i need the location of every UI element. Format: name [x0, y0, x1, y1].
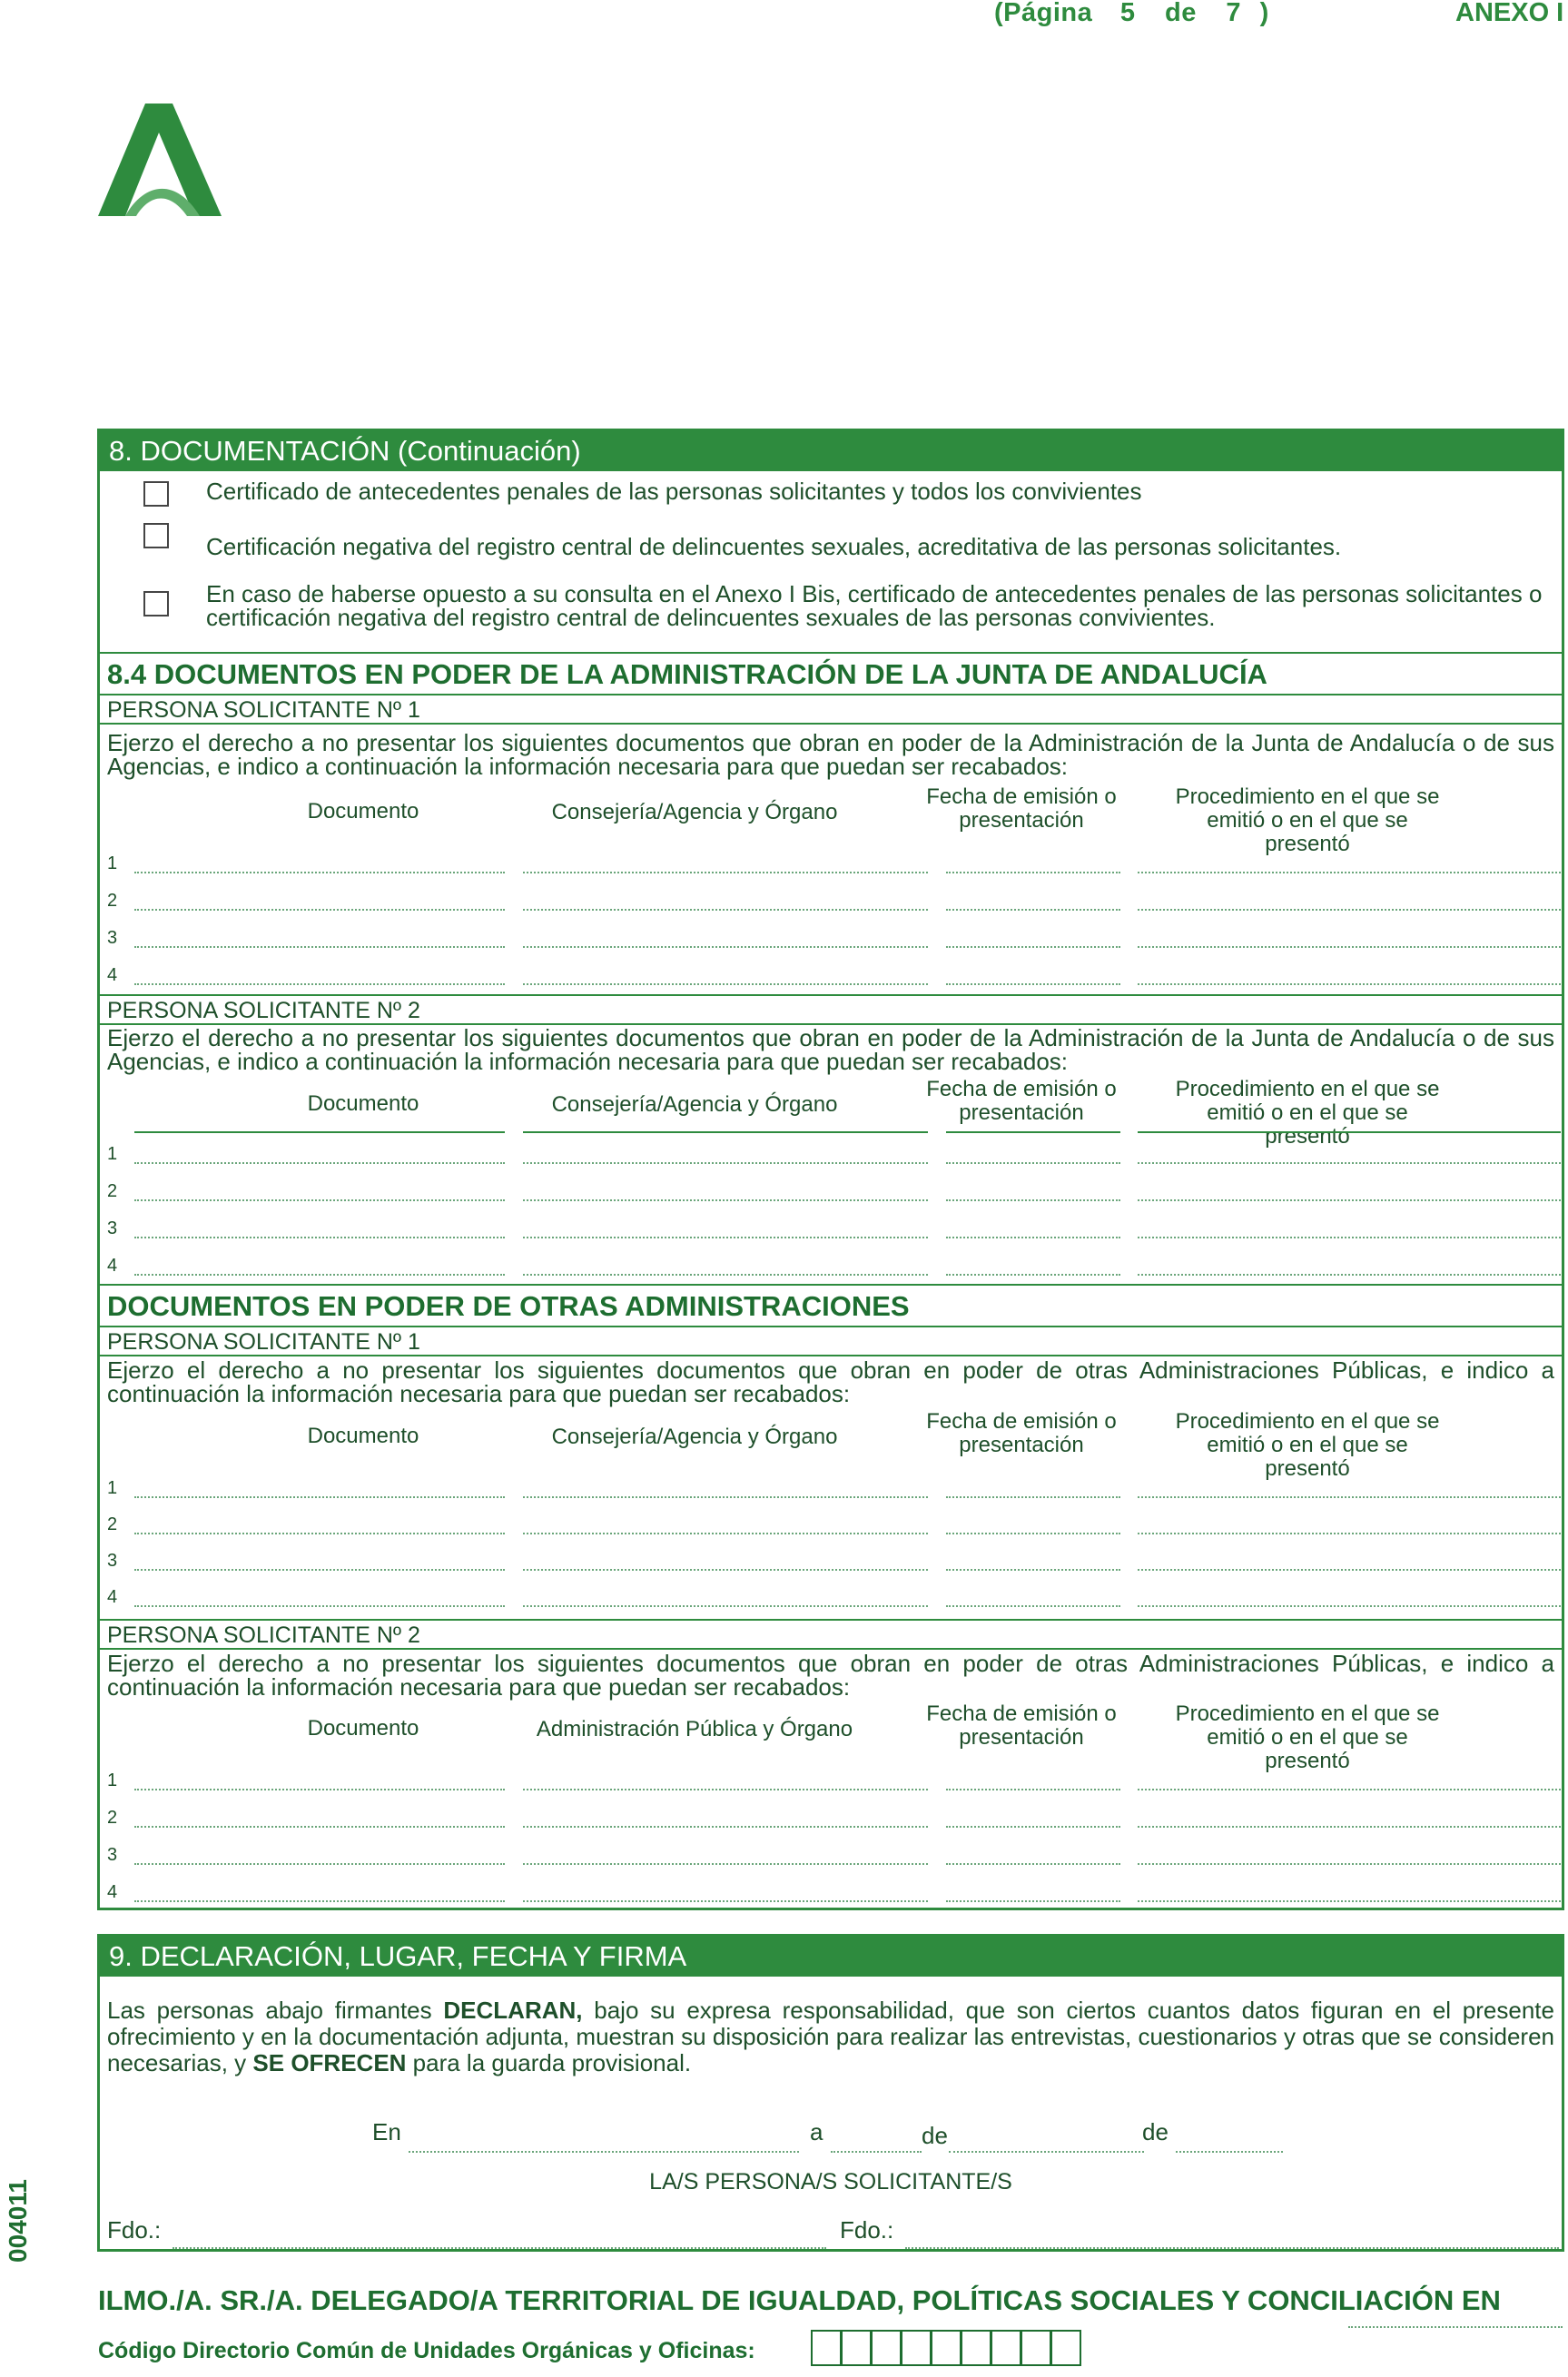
col-fecha: Fecha de emisión o presentación [926, 1701, 1117, 1750]
documento-field[interactable] [134, 1826, 505, 1828]
documento-field[interactable] [134, 1533, 505, 1534]
se-ofrecen-emphasis: SE OFRECEN [252, 2049, 407, 2076]
fecha-de-label: de [922, 2122, 948, 2149]
codigo-digit-box[interactable] [961, 2330, 991, 2366]
section-9-declaracion [97, 1934, 1564, 2252]
organo-field[interactable] [523, 1569, 928, 1571]
procedimiento-field[interactable] [1138, 1237, 1561, 1238]
header-underline [523, 1131, 928, 1133]
documento-field[interactable] [134, 946, 505, 948]
checkbox-antecedentes[interactable] [143, 481, 169, 507]
procedimiento-field[interactable] [1138, 1162, 1561, 1164]
documento-field[interactable] [134, 1237, 505, 1238]
otras-persona-2-intro: Ejerzo el derecho a no presentar los siguientes documentos que obran en poder de otras Administraciones Públicas, e indico a continuación la información necesaria para que puedan ser recabados: [107, 1650, 1554, 1701]
section-8-title: 8. DOCUMENTACIÓN (Continuación) [100, 431, 1562, 471]
organo-field[interactable] [523, 1496, 928, 1498]
fecha-mes-field[interactable] [949, 2151, 1144, 2153]
documento-field[interactable] [134, 1863, 505, 1865]
firma-1-label: Fdo.: [107, 2216, 162, 2244]
fecha-field[interactable] [946, 1199, 1120, 1201]
fecha-anio-field[interactable] [1176, 2151, 1283, 2153]
row-number: 2 [107, 1181, 118, 1201]
col-procedimiento: Procedimiento en el que se emitió o en el que se presentó [1175, 1409, 1440, 1481]
otras-persona-2-label: PERSONA SOLICITANTE Nº 2 [100, 1619, 1562, 1650]
declaration-part: bajo su expresa responsabilidad, que son ciertos cuantos datos figuran en el presente ofrecimiento y en la documentación adjunta, muestran su disposición para realizar las entrevistas, cuestionarios y otras que se consideren necesarias, y [107, 1997, 1554, 2076]
col-documento: Documento [307, 799, 419, 824]
documento-field[interactable] [134, 909, 505, 911]
col-consejeria: Consejería/Agencia y Órgano [551, 800, 838, 824]
documento-field[interactable] [134, 1569, 505, 1571]
checkbox-anexo-bis-label: En caso de haberse opuesto a su consulta en el Anexo I Bis, certificado de antecedentes penales de las personas solicitantes o certificación negativa del registro central de delincuentes sexuales de las personas convivientes. [206, 580, 1543, 631]
row-number: 1 [107, 1478, 118, 1498]
footer-code-label: Código Directorio Común de Unidades Orgánicas y Oficinas: [98, 2338, 755, 2363]
col-fecha: Fecha de emisión o presentación [926, 1409, 1117, 1457]
fecha-field[interactable] [946, 1900, 1120, 1902]
row-number: 1 [107, 853, 118, 873]
junta-andalucia-logo-icon [98, 102, 222, 218]
declaration-part: para la guarda provisional. [406, 2049, 692, 2076]
codigo-digit-box[interactable] [811, 2330, 842, 2366]
documento-field[interactable] [134, 1199, 505, 1201]
documento-field[interactable] [134, 1274, 505, 1276]
header-underline [946, 1131, 1120, 1133]
otras-persona-1-label: PERSONA SOLICITANTE Nº 1 [100, 1326, 1562, 1356]
fecha-field[interactable] [946, 946, 1120, 948]
procedimiento-field[interactable] [1138, 1605, 1561, 1607]
checkbox-antecedentes-label: Certificado de antecedentes penales de las personas solicitantes y todos los convivientes [206, 478, 1142, 505]
procedimiento-field[interactable] [1138, 1863, 1561, 1865]
fecha-dia-field[interactable] [831, 2151, 922, 2153]
col-documento: Documento [307, 1716, 419, 1741]
col-consejeria: Consejería/Agencia y Órgano [551, 1425, 838, 1449]
codigo-digit-box[interactable] [871, 2330, 902, 2366]
annex-label: ANEXO I [1455, 0, 1564, 27]
procedimiento-field[interactable] [1138, 1533, 1561, 1534]
col-documento: Documento [307, 1424, 419, 1448]
organo-field[interactable] [523, 1274, 928, 1276]
organo-field[interactable] [523, 1863, 928, 1865]
organo-field[interactable] [523, 909, 928, 911]
organo-field[interactable] [523, 1533, 928, 1534]
row-number: 2 [107, 1514, 118, 1534]
organo-field[interactable] [523, 1826, 928, 1828]
codigo-digit-box[interactable] [901, 2330, 932, 2366]
fecha-field[interactable] [946, 1826, 1120, 1828]
codigo-digit-box[interactable] [931, 2330, 962, 2366]
page-total: 7 [1226, 0, 1242, 27]
procedimiento-field[interactable] [1138, 1569, 1561, 1571]
junta-persona-2-intro: Ejerzo el derecho a no presentar los siguientes documentos que obran en poder de la Administración de la Junta de Andalucía o de sus Agencias, e indico a continuación la información necesaria para que puedan ser recabados: [107, 1024, 1554, 1075]
col-administracion: Administración Pública y Órgano [536, 1717, 853, 1741]
procedimiento-field[interactable] [1138, 1199, 1561, 1201]
row-number: 1 [107, 1770, 118, 1790]
fecha-field[interactable] [946, 909, 1120, 911]
side-form-code: 004011 [4, 2179, 32, 2263]
page-prefix: (Página [994, 0, 1093, 27]
section-9-title: 9. DECLARACIÓN, LUGAR, FECHA Y FIRMA [100, 1937, 1562, 1977]
organo-field[interactable] [523, 1900, 928, 1902]
documento-field[interactable] [134, 1496, 505, 1498]
codigo-digit-box[interactable] [841, 2330, 872, 2366]
codigo-digit-box[interactable] [1021, 2330, 1051, 2366]
documento-field[interactable] [134, 872, 505, 873]
footer-addressee: ILMO./A. SR./A. DELEGADO/A TERRITORIAL DE IGUALDAD, POLÍTICAS SOCIALES Y CONCILIACIÓN EN [98, 2284, 1501, 2316]
documento-field[interactable] [134, 1789, 505, 1790]
junta-persona-1-label: PERSONA SOLICITANTE Nº 1 [100, 694, 1562, 725]
procedimiento-field[interactable] [1138, 1274, 1561, 1276]
row-number: 1 [107, 1144, 118, 1164]
documento-field[interactable] [134, 1900, 505, 1902]
fecha-field[interactable] [946, 1533, 1120, 1534]
organo-field[interactable] [523, 983, 928, 985]
col-procedimiento: Procedimiento en el que se emitió o en el que se presentó [1175, 1701, 1440, 1773]
organo-field[interactable] [523, 1789, 928, 1790]
codigo-digit-box[interactable] [1050, 2330, 1081, 2366]
fecha-de-label: de [1142, 2118, 1169, 2145]
col-consejeria: Consejería/Agencia y Órgano [551, 1092, 838, 1117]
firma-1-field[interactable] [173, 2247, 826, 2249]
page-indicator [994, 0, 1269, 28]
checkbox-registro-delincuentes[interactable] [143, 523, 169, 548]
organo-field[interactable] [523, 1162, 928, 1164]
col-procedimiento: Procedimiento en el que se emitió o en el que se presentó [1175, 784, 1440, 856]
firma-2-label: Fdo.: [840, 2216, 894, 2244]
header-underline [134, 1131, 505, 1133]
col-procedimiento: Procedimiento en el que se emitió o en el que se presentó [1175, 1077, 1440, 1149]
declaran-emphasis: DECLARAN, [443, 1997, 583, 2024]
organo-field[interactable] [523, 946, 928, 948]
declaration-text [107, 1997, 1554, 2076]
page-suffix: ) [1259, 0, 1269, 27]
procedimiento-field[interactable] [1138, 983, 1561, 985]
procedimiento-field[interactable] [1138, 1826, 1561, 1828]
organo-field[interactable] [523, 1199, 928, 1201]
page-number: 5 [1119, 0, 1136, 27]
otras-administraciones-title: DOCUMENTOS EN PODER DE OTRAS ADMINISTRACIONES [100, 1284, 1562, 1326]
procedimiento-field[interactable] [1138, 1900, 1561, 1902]
procedimiento-field[interactable] [1138, 909, 1561, 911]
subsection-8-4-title: 8.4 DOCUMENTOS EN PODER DE LA ADMINISTRACIÓN DE LA JUNTA DE ANDALUCÍA [100, 652, 1562, 694]
fecha-field[interactable] [946, 983, 1120, 985]
declaration-part: Las personas abajo firmantes [107, 1997, 444, 2024]
header-underline [1138, 1131, 1561, 1133]
codigo-digit-box[interactable] [991, 2330, 1021, 2366]
lugar-field[interactable] [409, 2151, 799, 2153]
procedimiento-field[interactable] [1138, 1789, 1561, 1790]
documento-field[interactable] [134, 1605, 505, 1607]
section-8-documentacion [97, 429, 1564, 1910]
provincia-field[interactable] [1348, 2326, 1563, 2328]
row-number: 3 [107, 928, 118, 948]
junta-persona-1-intro: Ejerzo el derecho a no presentar los siguientes documentos que obran en poder de la Administración de la Junta de Andalucía o de sus Agencias, e indico a continuación la información necesaria para que puedan ser recabados: [107, 729, 1554, 780]
fecha-a-label: a [810, 2118, 823, 2145]
row-number: 4 [107, 1587, 118, 1607]
fecha-field[interactable] [946, 1569, 1120, 1571]
page-of: de [1165, 0, 1197, 27]
procedimiento-field[interactable] [1138, 1496, 1561, 1498]
row-number: 4 [107, 1256, 118, 1276]
organo-field[interactable] [523, 1605, 928, 1607]
checkbox-anexo-bis[interactable] [143, 591, 169, 616]
fecha-field[interactable] [946, 1274, 1120, 1276]
documento-field[interactable] [134, 1162, 505, 1164]
row-number: 3 [107, 1845, 118, 1865]
fecha-field[interactable] [946, 872, 1120, 873]
lugar-en-label: En [372, 2118, 401, 2145]
col-documento: Documento [307, 1091, 419, 1116]
procedimiento-field[interactable] [1138, 872, 1561, 873]
row-number: 4 [107, 1882, 118, 1902]
row-number: 3 [107, 1218, 118, 1238]
fecha-field[interactable] [946, 1605, 1120, 1607]
procedimiento-field[interactable] [1138, 946, 1561, 948]
firma-2-field[interactable] [905, 2247, 1559, 2249]
col-fecha: Fecha de emisión o presentación [926, 784, 1117, 833]
row-number: 3 [107, 1551, 118, 1571]
junta-persona-2-label: PERSONA SOLICITANTE Nº 2 [100, 994, 1562, 1025]
row-number: 2 [107, 1808, 118, 1828]
documento-field[interactable] [134, 983, 505, 985]
fecha-field[interactable] [946, 1789, 1120, 1790]
fecha-field[interactable] [946, 1496, 1120, 1498]
organo-field[interactable] [523, 1237, 928, 1238]
checkbox-registro-delincuentes-label: Certificación negativa del registro central de delincuentes sexuales, acreditativa de las personas solicitantes. [206, 533, 1342, 560]
row-number: 2 [107, 891, 118, 911]
row-number: 4 [107, 965, 118, 985]
fecha-field[interactable] [946, 1237, 1120, 1238]
organo-field[interactable] [523, 872, 928, 873]
otras-persona-1-intro: Ejerzo el derecho a no presentar los siguientes documentos que obran en poder de otras Administraciones Públicas, e indico a continuación la información necesaria para que puedan ser recabados: [107, 1356, 1554, 1407]
col-fecha: Fecha de emisión o presentación [926, 1077, 1117, 1125]
signers-label: LA/S PERSONA/S SOLICITANTE/S [649, 2169, 1012, 2195]
fecha-field[interactable] [946, 1863, 1120, 1865]
fecha-field[interactable] [946, 1162, 1120, 1164]
